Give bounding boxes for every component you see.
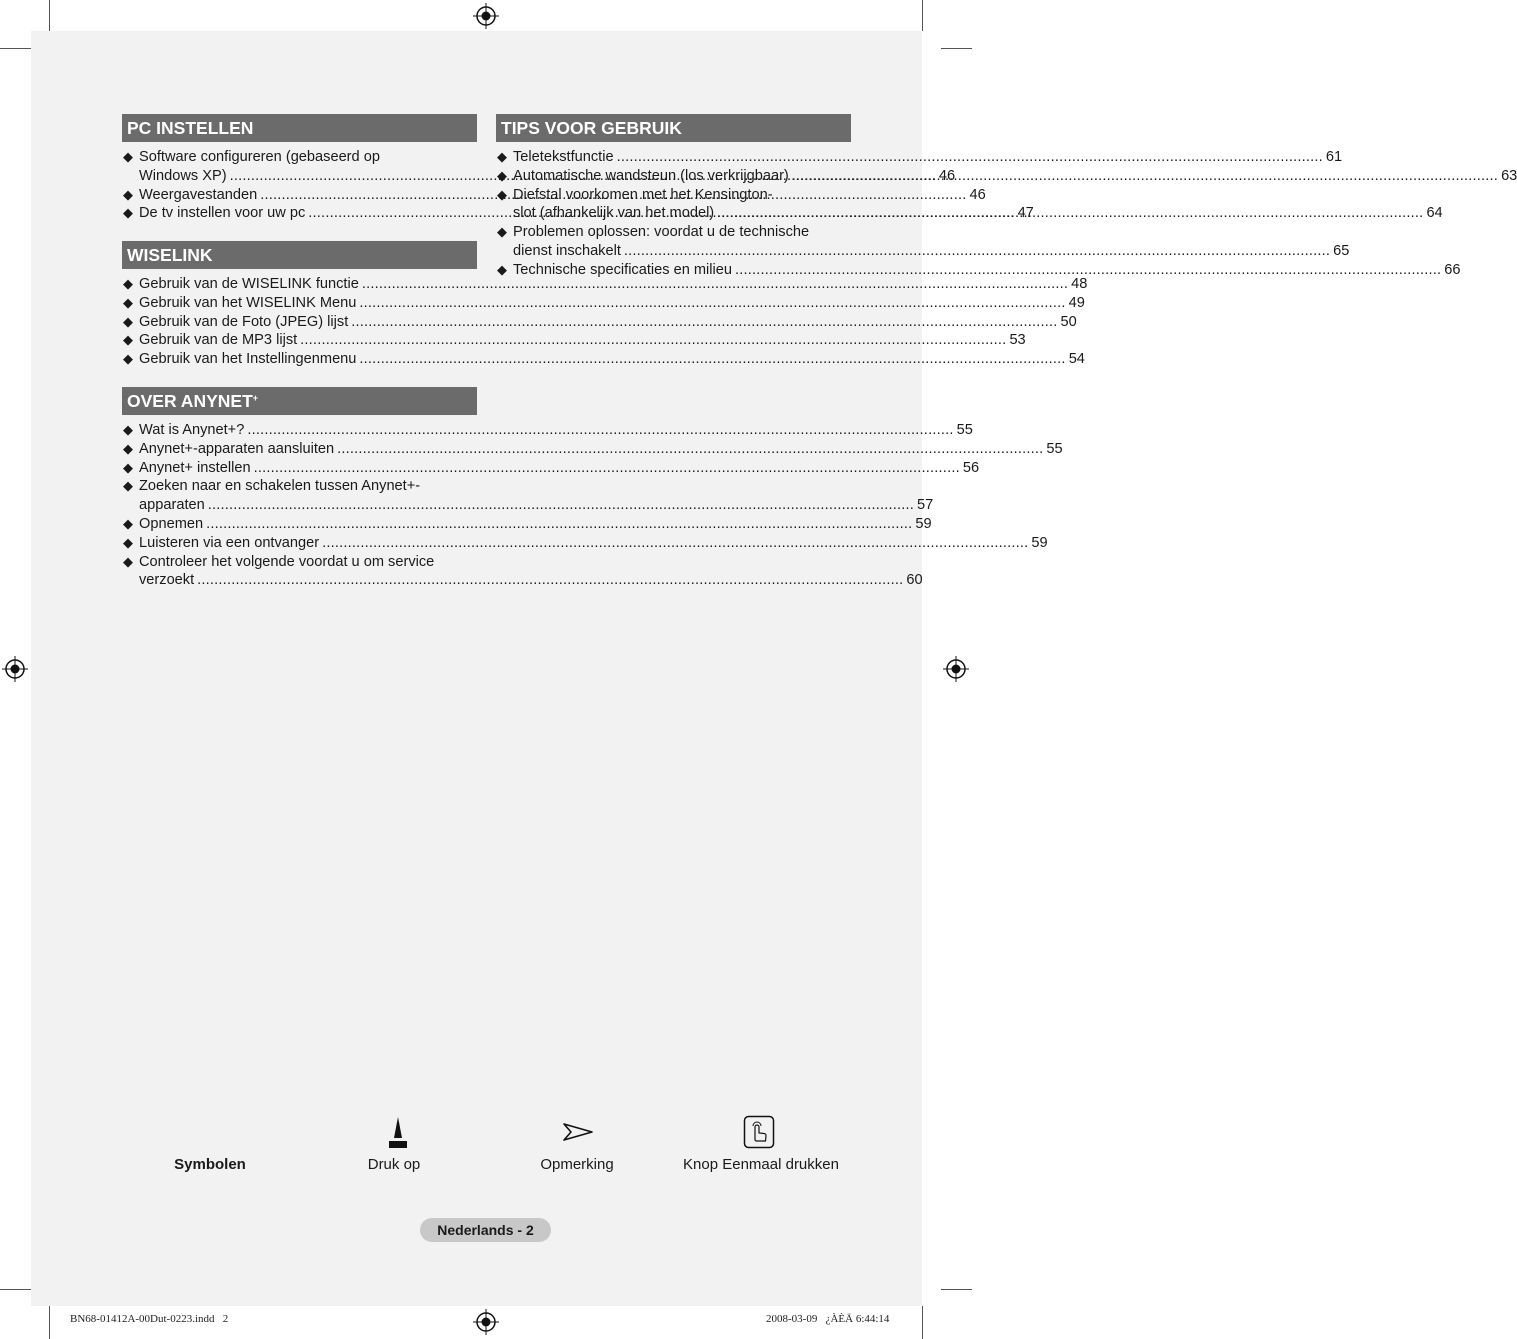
toc-entry-text	[513, 186, 1443, 224]
toc-entry	[122, 440, 1063, 459]
dot-leader	[614, 148, 1326, 167]
registration-mark-icon	[2, 656, 28, 682]
toc-page-number: 63	[1501, 167, 1517, 184]
symbols-heading: Symbolen	[174, 1156, 246, 1173]
toc-list	[122, 421, 1063, 590]
print-slug-right: 2008-03-09 ¿ÀÈÄ 6:44:14	[766, 1313, 890, 1325]
toc-entry-title: Weergavestanden	[139, 186, 258, 203]
toc-entry	[122, 275, 1088, 294]
dot-leader	[356, 350, 1068, 369]
toc-page-number: 46	[938, 167, 956, 184]
toc-page-number: 59	[915, 515, 932, 532]
diamond-bullet-icon: ◆	[123, 478, 133, 494]
toc-entry-text	[139, 553, 923, 591]
toc-entry-title: Windows XP)	[139, 167, 227, 184]
toc-entry-title: apparaten	[139, 497, 205, 514]
toc-page-number: 59	[1031, 534, 1048, 551]
crop-mark	[0, 48, 31, 49]
toc-entry-text	[139, 515, 932, 534]
toc-entry-leader-line	[513, 148, 1342, 167]
section-heading	[122, 387, 477, 415]
symbol-one-touch-label: Knop Eenmaal drukken	[683, 1156, 839, 1173]
toc-page-number: 55	[956, 422, 973, 438]
toc-entry	[496, 223, 1350, 261]
toc-entry-text	[139, 534, 1048, 553]
diamond-bullet-icon: ◆	[123, 294, 133, 310]
toc-entry-text	[139, 440, 1063, 459]
dot-leader	[732, 261, 1444, 280]
toc-page-number: 64	[1426, 205, 1443, 222]
dot-leader	[348, 313, 1060, 332]
toc-entry-title: Gebruik van het Instellingenmenu	[139, 351, 357, 368]
diamond-bullet-icon: ◆	[123, 313, 133, 329]
toc-entry-leader-line	[513, 204, 1443, 223]
toc-entry-leader-line	[139, 421, 973, 440]
symbol-note-label: Opmerking	[540, 1156, 614, 1173]
toc-entry-title: Gebruik van de WISELINK functie	[139, 276, 359, 292]
toc-page-number: 66	[1444, 261, 1461, 278]
diamond-bullet-icon: ◆	[123, 422, 133, 437]
crop-mark	[49, 1306, 50, 1339]
toc-list	[122, 275, 1088, 369]
toc-entry	[122, 459, 980, 478]
dot-leader	[356, 294, 1068, 313]
registration-mark-icon	[473, 3, 499, 29]
toc-entry-title: De tv instellen voor uw pc	[139, 205, 306, 222]
toc-entry-title: Teletekstfunctie	[513, 149, 614, 165]
note-arrow-icon	[562, 1122, 594, 1142]
toc-entry-leader-line	[139, 459, 979, 478]
crop-mark	[49, 0, 50, 31]
diamond-bullet-icon: ◆	[497, 149, 507, 164]
diamond-bullet-icon: ◆	[123, 534, 133, 550]
dot-leader	[621, 242, 1333, 261]
toc-page-number: 46	[969, 186, 986, 203]
toc-entry-leader-line	[139, 571, 923, 590]
toc-page-number: 55	[1046, 440, 1063, 457]
toc-entry-text	[513, 223, 1349, 261]
toc-entry-leader-line	[139, 534, 1048, 553]
press-icon	[387, 1116, 409, 1150]
dot-leader	[194, 571, 906, 590]
toc-page-number: 53	[1009, 332, 1026, 349]
diamond-bullet-icon: ◆	[123, 149, 133, 164]
toc-entry-line: Diefstal voorkomen met het Kensington-	[513, 186, 773, 203]
page-number-badge: Nederlands - 2	[420, 1218, 551, 1242]
toc-entry	[122, 313, 1077, 332]
toc-entry-line: Controleer het volgende voordat u om service	[139, 553, 435, 570]
toc-page-number: 50	[1060, 313, 1077, 330]
toc-entry	[122, 331, 1026, 350]
toc-entry-leader-line	[139, 515, 932, 534]
diamond-bullet-icon: ◆	[497, 224, 507, 240]
toc-entry-title: verzoekt	[139, 572, 195, 589]
diamond-bullet-icon: ◆	[123, 276, 133, 291]
toc-page-number: 54	[1068, 351, 1085, 368]
toc-entry-title: Automatische wandsteun (los verkrijgbaar)	[513, 167, 789, 184]
diamond-bullet-icon: ◆	[123, 515, 133, 531]
toc-entry-leader-line	[139, 440, 1063, 459]
toc-entry-title: Anynet+-apparaten aansluiten	[139, 440, 335, 457]
toc-entry	[122, 477, 934, 515]
toc-entry-text	[139, 294, 1085, 313]
toc-entry-leader-line	[513, 167, 1517, 186]
toc-entry-leader-line	[139, 496, 933, 515]
toc-page-number: 60	[906, 572, 923, 589]
dot-leader	[789, 167, 1501, 186]
toc-entry-title: Luisteren via een ontvanger	[139, 534, 320, 551]
toc-page-number: 47	[1017, 205, 1034, 222]
print-slug-left: BN68-01412A-00Dut-0223.indd 2	[70, 1313, 229, 1325]
section-heading: WISELINK	[122, 241, 477, 269]
section-heading: PC INSTELLEN	[122, 114, 477, 142]
registration-mark-icon	[473, 1309, 499, 1335]
crop-mark	[922, 1306, 923, 1339]
dot-leader	[251, 459, 963, 478]
toc-entry	[122, 534, 1048, 553]
dot-leader	[334, 440, 1046, 459]
toc-entry-leader-line	[513, 261, 1461, 280]
toc-entry	[122, 515, 932, 534]
toc-entry	[496, 261, 1461, 280]
diamond-bullet-icon: ◆	[123, 459, 133, 475]
toc-entry-title: Gebruik van de Foto (JPEG) lijst	[139, 313, 349, 330]
dot-leader	[714, 204, 1426, 223]
toc-entry-leader-line	[139, 294, 1085, 313]
toc-page-number: 57	[917, 497, 934, 514]
diamond-bullet-icon: ◆	[123, 553, 133, 569]
diamond-bullet-icon: ◆	[123, 205, 133, 221]
section-heading: TIPS VOOR GEBRUIK	[496, 114, 851, 142]
toc-entry-text	[139, 350, 1085, 369]
dot-leader	[244, 421, 956, 440]
diamond-bullet-icon: ◆	[497, 186, 507, 202]
toc-entry-title: Gebruik van de MP3 lijst	[139, 332, 298, 349]
toc-entry-text	[139, 331, 1026, 350]
dot-leader	[319, 534, 1031, 553]
toc-entry-line: Software configureren (gebaseerd op	[139, 149, 380, 165]
diamond-bullet-icon: ◆	[123, 332, 133, 348]
diamond-bullet-icon: ◆	[497, 261, 507, 277]
registration-mark-icon	[943, 656, 969, 682]
toc-entry-title: dienst inschakelt	[513, 242, 621, 259]
toc-entry	[122, 553, 923, 591]
toc-entry-line: Zoeken naar en schakelen tussen Anynet+-	[139, 478, 421, 495]
toc-page-number: 56	[962, 459, 980, 476]
toc-entry-text	[139, 459, 979, 478]
toc-entry-title: slot (afhankelijk van het model)	[513, 205, 715, 222]
toc-page-number: 49	[1068, 294, 1085, 311]
dot-leader	[205, 496, 917, 515]
toc-entry-text	[139, 477, 933, 515]
toc-entry-title: Opnemen	[139, 515, 204, 532]
diamond-bullet-icon: ◆	[497, 167, 507, 183]
diamond-bullet-icon: ◆	[123, 440, 133, 456]
toc-entry-line: Problemen oplossen: voordat u de technische	[513, 224, 810, 241]
section-over-anynet	[122, 387, 1063, 590]
dot-leader	[297, 331, 1009, 350]
toc-entry-title: Technische specificaties en milieu	[513, 261, 733, 278]
crop-mark	[922, 0, 923, 31]
section-heading-text: OVER ANYNET	[127, 391, 253, 411]
toc-entry-text	[139, 421, 973, 440]
toc-page-number: 48	[1071, 276, 1088, 292]
toc-entry	[122, 294, 1085, 313]
toc-page-number: 61	[1325, 149, 1343, 165]
toc-entry-leader-line	[139, 313, 1077, 332]
toc-page-number: 65	[1333, 242, 1350, 259]
crop-mark	[941, 48, 972, 49]
one-touch-button-icon	[743, 1115, 775, 1149]
crop-mark	[941, 1289, 972, 1290]
section-heading-superscript: +	[252, 393, 259, 403]
toc-entry-leader-line	[139, 350, 1085, 369]
diamond-bullet-icon: ◆	[123, 186, 133, 202]
toc-entry-title: Gebruik van het WISELINK Menu	[139, 294, 357, 311]
crop-mark	[0, 1289, 31, 1290]
toc-entry-title: Wat is Anynet+?	[139, 422, 245, 438]
symbol-press-label: Druk op	[367, 1156, 421, 1173]
toc-entry-text	[513, 261, 1461, 280]
toc-entry-title: Anynet+ instellen	[139, 459, 251, 476]
diamond-bullet-icon: ◆	[123, 351, 133, 367]
toc-entry-text	[139, 313, 1077, 332]
dot-leader	[203, 515, 915, 534]
toc-entry-leader-line	[139, 331, 1026, 350]
toc-entry-leader-line	[513, 242, 1349, 261]
toc-entry	[122, 350, 1085, 369]
toc-entry-text	[513, 148, 1342, 167]
toc-entry	[496, 148, 1343, 167]
toc-entry-text	[513, 167, 1517, 186]
toc-entry	[122, 421, 973, 440]
